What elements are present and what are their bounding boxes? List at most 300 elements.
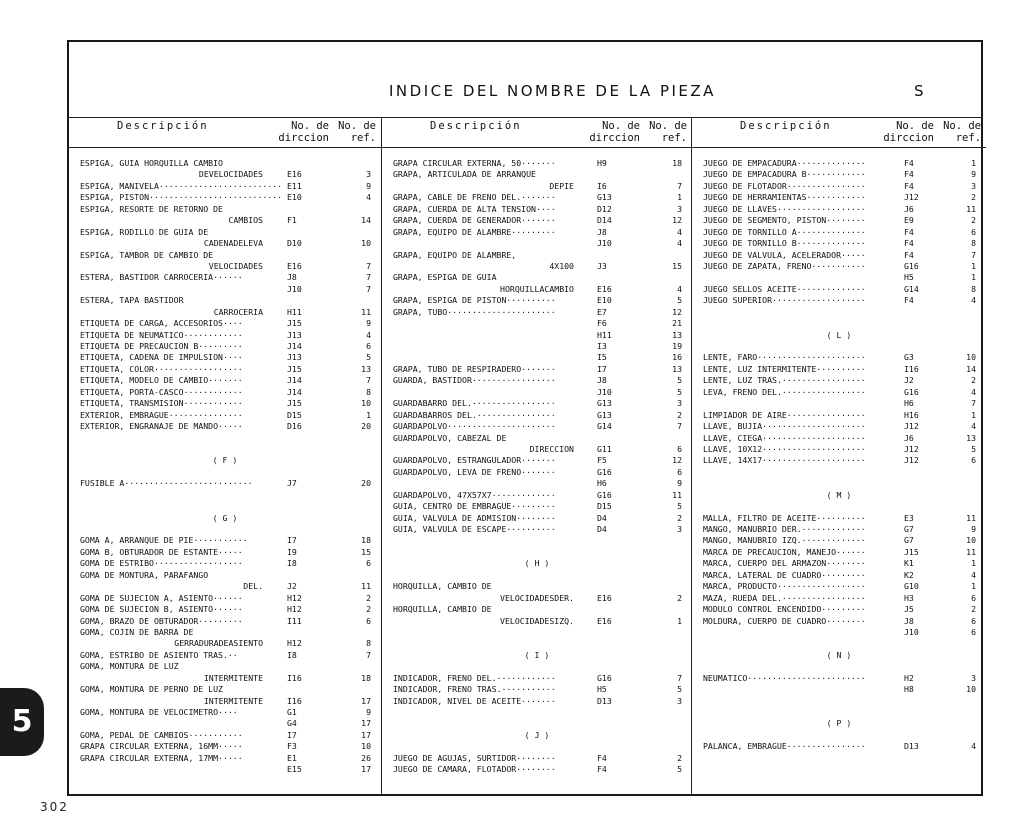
entry-ref: 2: [971, 215, 976, 226]
index-entry: [69, 501, 381, 512]
entry-ref: 3: [677, 695, 682, 706]
index-column-2: [381, 117, 692, 794]
index-entry: [692, 638, 986, 649]
entry-direccion: J8: [597, 226, 607, 237]
entry-description: GRAPA, CUERDA DE ALTA TENSION····: [393, 203, 556, 214]
index-entry: [69, 421, 381, 432]
index-entry: [69, 478, 381, 489]
index-entry: [692, 181, 986, 192]
entry-direccion: G16: [904, 386, 919, 397]
entry-ref: 4: [971, 569, 976, 580]
entry-ref: 8: [971, 238, 976, 249]
entry-description: LENTE, FARO······················: [703, 352, 866, 363]
entry-ref: 19: [672, 341, 682, 351]
index-entry: [382, 169, 692, 180]
entry-description: ESPIGA, MANIVELA·························: [80, 180, 283, 191]
entry-direccion: G13: [597, 409, 612, 420]
entry-description: GUIA, VALVULA DE ADMISION········: [393, 512, 556, 523]
chapter-tab: 5: [0, 688, 44, 756]
index-entry: [382, 295, 692, 306]
index-entry: [69, 696, 381, 707]
entry-direccion: E11: [287, 180, 302, 191]
section-heading: [382, 650, 692, 661]
entry-ref: 7: [366, 272, 371, 283]
entry-direccion: F5: [597, 455, 607, 466]
entry-description: MARCA DE PRECAUCION, MANEJO······: [703, 546, 866, 557]
entry-description: ETIQUETA, CADENA DE IMPULSION····: [80, 352, 243, 363]
index-entry: [382, 318, 692, 329]
entry-ref: 15: [672, 260, 682, 271]
entry-description: GRAPA, CUERDA DE GENERADOR·······: [393, 215, 556, 226]
entry-description: HORQUILLA, CAMBIO DE: [393, 604, 492, 615]
entry-ref: 17: [361, 729, 371, 740]
index-entry: [69, 616, 381, 627]
entry-direccion: I9: [287, 546, 297, 557]
entry-description: DIRECCION: [529, 443, 574, 454]
title-row: [69, 82, 981, 106]
entry-description: LIMPIADOR DE AIRE················: [703, 409, 866, 420]
entry-direccion: E3: [904, 512, 914, 523]
section-heading-label: ( H ): [524, 558, 550, 569]
index-entry: [382, 661, 692, 672]
entry-direccion: G7: [904, 524, 914, 534]
index-entry: [69, 627, 381, 638]
index-entry: [692, 375, 986, 386]
section-heading-label: ( P ): [826, 718, 852, 729]
entry-description: VELOCIDADESDER.: [500, 592, 574, 603]
entry-description: GOMA DE SUJECION B, ASIENTO······: [80, 604, 243, 615]
entry-direccion: J12: [904, 421, 919, 432]
entry-direccion: I11: [287, 615, 302, 626]
entry-direccion: I6: [597, 180, 607, 191]
entry-description: GUIA, CENTRO DE EMBRAGUE·········: [393, 501, 556, 512]
header-ref: ref.: [955, 132, 981, 144]
entry-ref: 1: [971, 158, 976, 168]
entry-description: ESPIGA, RESORTE DE RETORNO DE: [80, 203, 223, 214]
entry-description: VELOCIDADES: [208, 260, 263, 271]
index-entry: [692, 501, 986, 512]
entry-description: GOMA A, ARRANQUE DE PIE···········: [80, 535, 248, 546]
entry-ref: 7: [366, 649, 371, 660]
index-entry: [382, 158, 692, 169]
entry-ref: 8: [366, 386, 371, 397]
entry-direccion: E10: [287, 192, 302, 203]
entry-direccion: I7: [597, 363, 607, 374]
header-no-de-direccion: No. de: [896, 120, 934, 132]
entry-description: GRAPA, EQUIPO DE ALAMBRE,: [393, 249, 517, 260]
index-entry: [69, 581, 381, 592]
entry-description: GOMA, BRAZO DE OBTURADOR·········: [80, 615, 243, 626]
entry-description: JUEGO DE AGUJAS, SURTIDOR········: [393, 752, 556, 763]
index-entry: [382, 547, 692, 558]
index-entry: [382, 261, 692, 272]
index-entry: [382, 227, 692, 238]
index-entry: [692, 581, 986, 592]
entry-direccion: J15: [287, 363, 302, 374]
entry-ref: 11: [966, 512, 976, 523]
entry-direccion: G10: [904, 581, 919, 592]
index-entry: [69, 387, 381, 398]
index-entry: [692, 444, 986, 455]
entry-direccion: E16: [597, 592, 612, 603]
entry-direccion: I7: [287, 535, 297, 546]
section-heading: [69, 455, 381, 466]
index-entry: [692, 684, 986, 695]
entry-description: MAZA, RUEDA DEL.·················: [703, 592, 866, 603]
index-entry: [69, 558, 381, 569]
entry-direccion: J3: [597, 260, 607, 271]
entry-ref: 20: [361, 478, 371, 489]
entry-description: GRAPA CIRCULAR EXTERNA, 16MM·····: [80, 741, 243, 752]
entry-description: GUARDABARROS DEL.················: [393, 409, 556, 420]
entry-direccion: G11: [597, 443, 612, 454]
index-entry: [382, 764, 692, 775]
entry-description: ESPIGA, RODILLO DE GUIA DE: [80, 226, 209, 237]
entry-direccion: J7: [287, 478, 297, 489]
index-entry: [382, 638, 692, 649]
index-entry: [382, 181, 692, 192]
index-entry: [69, 650, 381, 661]
entry-description: JUEGO DE EMPACADURA B············: [703, 169, 866, 180]
entry-description: ESTERA, TAPA BASTIDOR: [80, 295, 184, 306]
entry-direccion: K1: [904, 558, 914, 569]
index-entry: [69, 433, 381, 444]
entry-direccion: H6: [597, 478, 607, 489]
index-entry: [69, 318, 381, 329]
index-entry: [382, 421, 692, 432]
entry-direccion: I16: [904, 363, 919, 374]
index-entry: [382, 398, 692, 409]
section-heading-label: ( M ): [826, 489, 852, 500]
entry-description: DEL.: [243, 581, 263, 592]
entry-direccion: J12: [904, 443, 919, 454]
entry-direccion: G7: [904, 535, 914, 546]
index-entry: [69, 764, 381, 775]
header-descripcion: Descripción: [430, 120, 522, 132]
entry-description: 4X100: [549, 260, 574, 271]
entry-ref: 7: [677, 421, 682, 432]
header-no-de-ref: No. de: [943, 120, 981, 132]
entry-direccion: J5: [904, 604, 914, 615]
entry-ref: 9: [971, 169, 976, 180]
index-entry: [692, 661, 986, 672]
column-rows: [382, 158, 692, 776]
entry-description: VELOCIDADESIZQ.: [500, 615, 574, 626]
entry-description: MODULO CONTROL ENCENDIDO·········: [703, 604, 866, 615]
entry-direccion: H2: [904, 672, 914, 683]
entry-description: PALANCA, EMBRAGUE················: [703, 741, 866, 752]
entry-direccion: D15: [597, 501, 612, 512]
entry-description: GRAPA, EQUIPO DE ALAMBRE·········: [393, 226, 556, 237]
entry-description: GOMA, MONTURA DE LUZ: [80, 661, 179, 672]
header-no-de-direccion: No. de: [602, 120, 640, 132]
index-entry: [69, 261, 381, 272]
entry-ref: 1: [971, 581, 976, 592]
entry-ref: 21: [672, 318, 682, 329]
entry-direccion: D13: [904, 741, 919, 752]
index-entry: [382, 696, 692, 707]
index-entry: [382, 375, 692, 386]
index-entry: [69, 684, 381, 695]
index-entry: [69, 227, 381, 238]
entry-description: ETIQUETA DE NEUMATICO············: [80, 329, 243, 340]
entry-direccion: E15: [287, 764, 302, 775]
entry-ref: 2: [677, 752, 682, 763]
entry-ref: 17: [361, 718, 371, 729]
entry-ref: 7: [366, 260, 371, 271]
entry-direccion: J13: [287, 329, 302, 340]
entry-ref: 2: [971, 375, 976, 386]
entry-description: GUARDAPOLVO, 47X57X7·············: [393, 489, 556, 500]
entry-direccion: F4: [904, 238, 914, 249]
entry-description: GUARDAPOLVO, CABEZAL DE: [393, 432, 507, 443]
index-entry: [69, 661, 381, 672]
header-direccion: dirccion: [589, 132, 640, 144]
entry-ref: 15: [361, 546, 371, 557]
entry-ref: 12: [672, 215, 682, 226]
entry-ref: 9: [971, 524, 976, 534]
entry-direccion: F4: [597, 764, 607, 775]
entry-ref: 4: [677, 238, 682, 249]
entry-ref: 1: [971, 272, 976, 283]
entry-ref: 5: [677, 375, 682, 386]
entry-direccion: H11: [597, 329, 612, 340]
entry-direccion: E16: [287, 260, 302, 271]
entry-ref: 1: [971, 558, 976, 569]
entry-direccion: J8: [597, 375, 607, 386]
entry-direccion: J10: [597, 238, 612, 249]
index-entry: [69, 330, 381, 341]
entry-direccion: I16: [287, 695, 302, 706]
entry-direccion: J13: [287, 352, 302, 363]
entry-description: INDICADOR, FRENO DEL.············: [393, 672, 556, 683]
index-entry: [69, 295, 381, 306]
header-no-de-ref: No. de: [649, 120, 687, 132]
index-entry: [69, 398, 381, 409]
index-entry: [382, 364, 692, 375]
index-entry: [382, 707, 692, 718]
index-entry: [382, 718, 692, 729]
index-entry: [692, 604, 986, 615]
entry-ref: 17: [361, 695, 371, 706]
column-rows: [69, 158, 381, 776]
entry-description: JUEGO DE LLAVES··················: [703, 203, 866, 214]
entry-ref: 3: [677, 524, 682, 534]
entry-direccion: E16: [287, 169, 302, 180]
section-heading-label: ( J ): [524, 729, 550, 740]
entry-direccion: E9: [904, 215, 914, 226]
section-heading: [382, 558, 692, 569]
index-entry: [69, 673, 381, 684]
index-entry: [69, 718, 381, 729]
entry-description: JUEGO DE CAMARA, FLOTADOR········: [393, 764, 556, 775]
entry-ref: 7: [677, 180, 682, 191]
index-entry: [692, 250, 986, 261]
entry-ref: 2: [677, 592, 682, 603]
entry-description: ETIQUETA, COLOR··················: [80, 363, 243, 374]
entry-direccion: J8: [287, 272, 297, 283]
index-entry: [382, 455, 692, 466]
entry-direccion: F4: [597, 752, 607, 763]
entry-ref: 14: [361, 215, 371, 226]
header-ref: ref.: [661, 132, 687, 144]
entry-ref: 2: [971, 192, 976, 203]
index-entry: [69, 524, 381, 535]
entry-description: GUARDAPOLVO······················: [393, 421, 556, 432]
entry-ref: 9: [366, 180, 371, 191]
index-entry: [382, 501, 692, 512]
entry-description: CARROCERIA: [213, 306, 263, 317]
entry-description: ETIQUETA DE PRECAUCION B·········: [80, 341, 243, 351]
entry-direccion: J10: [287, 283, 302, 294]
entry-description: GOMA, ESTRIBO DE ASIENTO TRAS.··: [80, 649, 238, 660]
entry-description: INDICADOR, FRENO TRAS.···········: [393, 684, 556, 695]
entry-direccion: H6: [904, 398, 914, 409]
entry-description: LLAVE, CIEGA·····················: [703, 432, 866, 443]
index-entry: [692, 307, 986, 318]
entry-direccion: D15: [287, 409, 302, 420]
entry-direccion: F4: [904, 169, 914, 180]
index-entry: [69, 204, 381, 215]
index-entry: [382, 524, 692, 535]
entry-direccion: J12: [904, 455, 919, 466]
header-no-de-direccion: No. de: [291, 120, 329, 132]
entry-description: GOMA B, OBTURADOR DE ESTANTE·····: [80, 546, 243, 557]
index-entry: [69, 215, 381, 226]
entry-ref: 9: [366, 318, 371, 329]
entry-direccion: D14: [597, 215, 612, 226]
entry-direccion: J6: [904, 203, 914, 214]
index-entry: [692, 410, 986, 421]
column-header: [382, 117, 692, 148]
index-entry: [692, 696, 986, 707]
index-entry: [69, 730, 381, 741]
entry-direccion: J10: [597, 386, 612, 397]
entry-description: JUEGO DE EMPACADURA··············: [703, 158, 866, 168]
entry-ref: 1: [971, 260, 976, 271]
entry-direccion: H11: [287, 306, 302, 317]
index-entry: [382, 204, 692, 215]
index-entry: [382, 513, 692, 524]
index-entry: [692, 387, 986, 398]
index-entry: [692, 364, 986, 375]
entry-description: DEVELOCIDADES: [198, 169, 263, 180]
entry-ref: 5: [677, 684, 682, 695]
index-entry: [382, 753, 692, 764]
section-letter: S: [914, 82, 924, 100]
entry-description: HORQUILLACAMBIO: [500, 283, 574, 294]
index-entry: [692, 513, 986, 524]
index-entry: [692, 616, 986, 627]
index-entry: [692, 467, 986, 478]
entry-ref: 5: [971, 443, 976, 454]
entry-ref: 7: [366, 283, 371, 294]
entry-description: ESPIGA, TAMBOR DE CAMBIO DE: [80, 249, 214, 260]
entry-ref: 4: [366, 192, 371, 203]
entry-direccion: J14: [287, 386, 302, 397]
entry-direccion: J15: [904, 546, 919, 557]
entry-ref: 4: [971, 295, 976, 306]
index-entry: [382, 444, 692, 455]
index-entry: [692, 593, 986, 604]
entry-ref: 4: [971, 386, 976, 397]
index-entry: [69, 570, 381, 581]
entry-ref: 2: [677, 512, 682, 523]
entry-description: LEVA, FRENO DEL.·················: [703, 386, 866, 397]
entry-ref: 1: [677, 192, 682, 203]
entry-ref: 9: [366, 707, 371, 717]
index-entry: [382, 284, 692, 295]
entry-ref: 16: [672, 352, 682, 363]
entry-direccion: H3: [904, 592, 914, 603]
entry-ref: 6: [971, 615, 976, 626]
entry-ref: 3: [971, 672, 976, 683]
index-entry: [692, 215, 986, 226]
section-heading-label: ( G ): [212, 512, 238, 523]
entry-description: GRAPA, TUBO DE RESPIRADERO·······: [393, 363, 556, 374]
entry-description: GUARDA, BASTIDOR·················: [393, 375, 556, 386]
entry-ref: 2: [366, 592, 371, 603]
entry-direccion: H5: [597, 684, 607, 695]
index-entry: [692, 284, 986, 295]
entry-ref: 3: [366, 169, 371, 180]
index-entry: [69, 490, 381, 501]
header-descripcion: Descripción: [740, 120, 832, 132]
index-entry: [382, 352, 692, 363]
column-rows: [692, 158, 986, 753]
entry-ref: 4: [366, 329, 371, 340]
entry-direccion: F3: [287, 741, 297, 752]
index-entry: [382, 215, 692, 226]
entry-description: GOMA DE SUJECION A, ASIENTO······: [80, 592, 243, 603]
entry-direccion: G1: [287, 707, 297, 717]
index-entry: [382, 616, 692, 627]
index-entry: [692, 169, 986, 180]
entry-direccion: J14: [287, 375, 302, 386]
entry-direccion: D16: [287, 421, 302, 432]
index-entry: [382, 604, 692, 615]
index-entry: [382, 490, 692, 501]
entry-direccion: F4: [904, 226, 914, 237]
entry-description: MANGO, MANUBRIO IZQ.·············: [703, 535, 866, 546]
index-entry: [69, 364, 381, 375]
entry-ref: 6: [366, 558, 371, 569]
column-header: [69, 117, 381, 148]
index-entry: [692, 627, 986, 638]
entry-ref: 5: [677, 295, 682, 306]
index-entry: [69, 341, 381, 352]
entry-description: GUIA, VALVULA DE ESCAPE··········: [393, 524, 556, 534]
entry-direccion: G14: [597, 421, 612, 432]
entry-ref: 4: [677, 226, 682, 237]
index-entry: [382, 330, 692, 341]
entry-description: GUARDAPOLVO, ESTRANGULADOR·······: [393, 455, 556, 466]
entry-description: ESTERA, BASTIDOR CARROCERIA······: [80, 272, 243, 283]
entry-direccion: J2: [287, 581, 297, 592]
entry-ref: 4: [971, 421, 976, 432]
entry-ref: 1: [366, 409, 371, 420]
entry-ref: 8: [971, 283, 976, 294]
index-entry: [382, 581, 692, 592]
entry-direccion: J8: [904, 615, 914, 626]
entry-description: JUEGO DE HERRAMIENTAS············: [703, 192, 866, 203]
entry-ref: 6: [971, 626, 976, 637]
page-number: 302: [40, 800, 69, 814]
entry-description: DEPIE: [549, 180, 574, 191]
entry-direccion: E7: [597, 306, 607, 317]
entry-description: JUEGO DE FLOTADOR················: [703, 180, 866, 191]
entry-ref: 7: [971, 249, 976, 260]
